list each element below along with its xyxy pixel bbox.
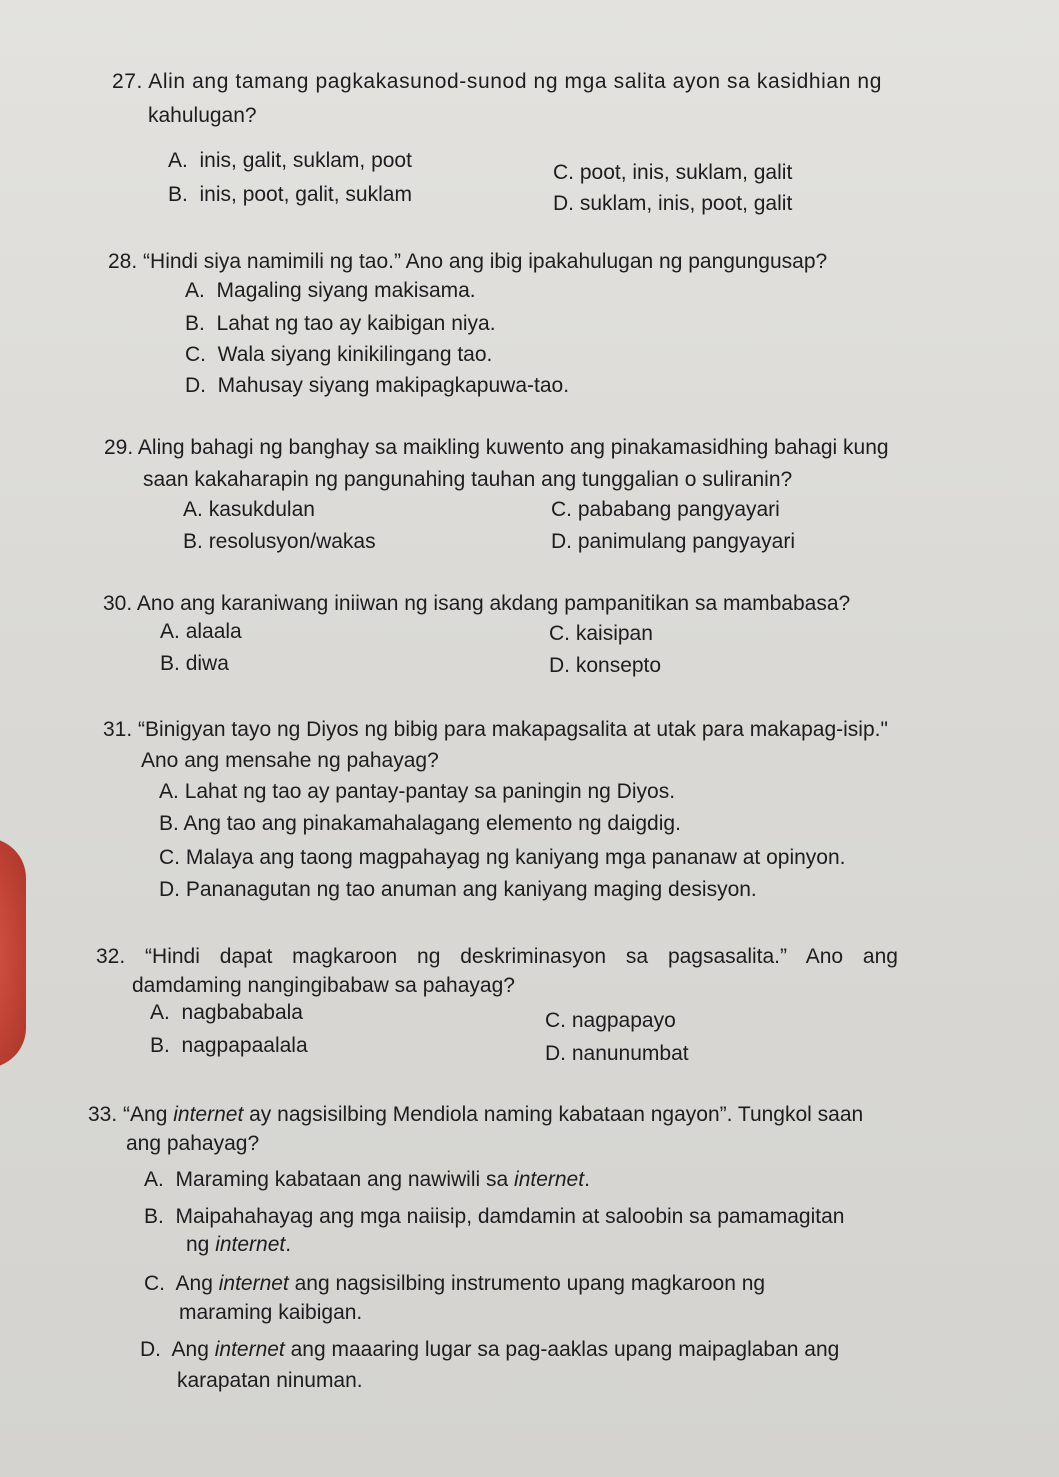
question-number: 30. bbox=[103, 592, 133, 615]
question-stem: “Hindi siya namimili ng tao.” Ano ang ibig ipakahulugan ng pangungusap? bbox=[143, 250, 828, 273]
question-stem: Ano ang karaniwang iniiwan ng isang akdang pampanitikan sa mambabasa? bbox=[136, 592, 851, 615]
question-number: 28. bbox=[108, 250, 138, 273]
question-number: 31. bbox=[103, 718, 133, 741]
option-a: A. alaala bbox=[160, 620, 242, 643]
option-c-cont: maraming kaibigan. bbox=[179, 1301, 363, 1324]
option-b: B. resolusyon/wakas bbox=[183, 530, 376, 553]
option-b-cont: ng internet. bbox=[186, 1233, 292, 1256]
option-b: B. inis, poot, galit, suklam bbox=[168, 183, 412, 206]
question-number: 29. bbox=[104, 436, 134, 459]
finger-edge bbox=[0, 838, 26, 1068]
option-d: D. nanunumbat bbox=[545, 1042, 689, 1065]
option-a: A. kasukdulan bbox=[183, 498, 315, 521]
question-stem-cont: kahulugan? bbox=[148, 104, 257, 127]
option-d: D. Ang internet ang maaaring lugar sa pag-aaklas upang maipaglaban ang bbox=[140, 1338, 840, 1361]
option-d: D. Pananagutan ng tao anuman ang kaniyang maging desisyon. bbox=[159, 878, 757, 901]
question-stem: Alin ang tamang pagkakasunod-sunod ng mga salita ayon sa kasidhian ng bbox=[148, 70, 882, 93]
question-stem: “Hindi dapat magkaroon ng deskriminasyon sa pagsasalita.” Ano ang bbox=[145, 945, 898, 968]
option-c: C. Wala siyang kinikilingang tao. bbox=[185, 343, 493, 366]
option-a: A. Lahat ng tao ay pantay-pantay sa paningin ng Diyos. bbox=[159, 780, 676, 803]
option-b: B. nagpapaalala bbox=[150, 1034, 308, 1057]
option-c: C. pababang pangyayari bbox=[551, 498, 780, 521]
option-c: C. kaisipan bbox=[549, 622, 653, 645]
option-b: B. Ang tao ang pinakamahalagang elemento ng daigdig. bbox=[159, 812, 681, 835]
option-b: B. diwa bbox=[160, 652, 229, 675]
option-a: A. Magaling siyang makisama. bbox=[185, 279, 476, 302]
option-a: A. nagbababala bbox=[150, 1001, 303, 1024]
option-c: C. poot, inis, suklam, galit bbox=[553, 161, 793, 184]
question-stem-cont: Ano ang mensahe ng pahayag? bbox=[141, 749, 439, 772]
question-stem-cont: saan kakaharapin ng pangunahing tauhan ang tunggalian o suliranin? bbox=[143, 468, 793, 491]
option-d: D. panimulang pangyayari bbox=[551, 530, 795, 553]
option-a: A. inis, galit, suklam, poot bbox=[168, 149, 412, 172]
question-number: 32. bbox=[96, 945, 126, 968]
option-c: C. Ang internet ang nagsisilbing instrumento upang magkaroon ng bbox=[144, 1272, 766, 1295]
option-d: D. konsepto bbox=[549, 654, 662, 677]
question-stem-cont: damdaming nangingibabaw sa pahayag? bbox=[132, 974, 515, 997]
question-stem: Aling bahagi ng banghay sa maikling kuwento ang pinakamasidhing bahagi kung bbox=[137, 436, 889, 459]
option-b: B. Maipahahayag ang mga naiisip, damdamin at saloobin sa pamamagitan bbox=[144, 1205, 845, 1228]
question-stem-cont: ang pahayag? bbox=[126, 1132, 260, 1155]
option-d-cont: karapatan ninuman. bbox=[177, 1369, 363, 1392]
question-number: 27. bbox=[112, 70, 143, 93]
option-c: C. nagpapayo bbox=[545, 1009, 676, 1032]
option-d: D. suklam, inis, poot, galit bbox=[553, 192, 793, 215]
option-d: D. Mahusay siyang makipagkapuwa-tao. bbox=[185, 374, 570, 397]
option-b: B. Lahat ng tao ay kaibigan niya. bbox=[185, 312, 496, 335]
question-stem: “Binigyan tayo ng Diyos ng bibig para makapagsalita at utak para makapag-isip." bbox=[138, 718, 888, 741]
option-a: A. Maraming kabataan ang nawiwili sa internet. bbox=[144, 1168, 590, 1191]
option-c: C. Malaya ang taong magpahayag ng kaniyang mga pananaw at opinyon. bbox=[159, 846, 846, 869]
question-number: 33. bbox=[88, 1103, 118, 1126]
